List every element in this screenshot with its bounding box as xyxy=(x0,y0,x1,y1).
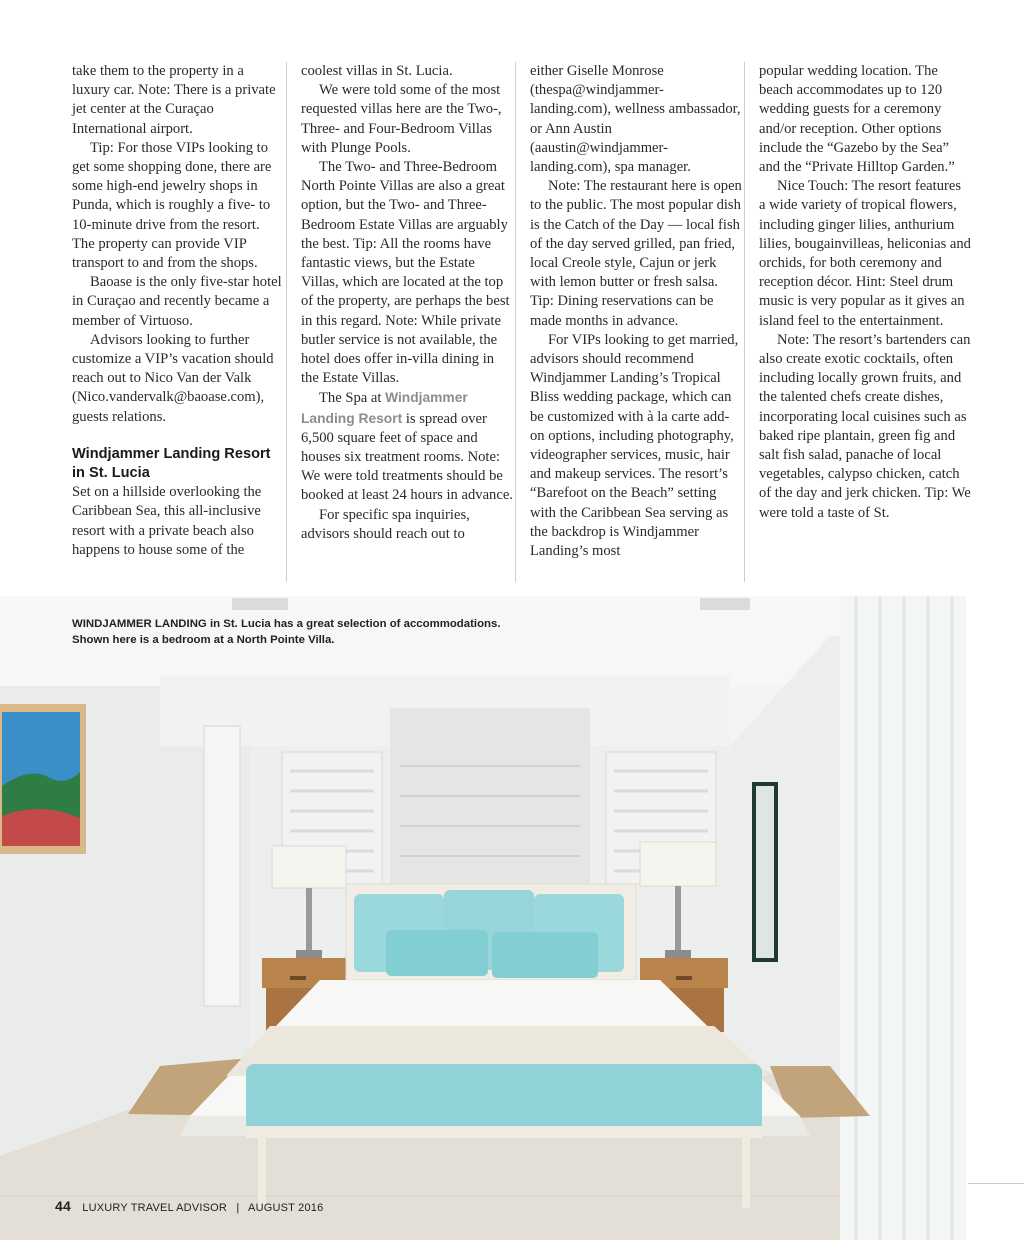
paragraph-lead: The Spa at xyxy=(319,390,386,407)
paragraph: Advisors looking to further customize a VIP’s vacation should reach out to Nico Van der Valk (Nico.vandervalk@baoase.com), guests relations. xyxy=(72,331,274,425)
article-column-1 xyxy=(72,62,284,560)
paragraph: take them to the property in a luxury car. Note: There is a private jet center at the Curaçao International airport. xyxy=(72,63,276,137)
caption-line: Shown here is a bedroom at a North Pointe Villa. xyxy=(72,634,335,646)
bedroom-photo xyxy=(0,596,966,1240)
section-heading: Windjammer Landing Resort in St. Lucia xyxy=(72,445,271,482)
article-column-2 xyxy=(301,62,513,544)
column-divider xyxy=(744,62,745,582)
article-column-4 xyxy=(759,62,971,523)
footer-separator: | xyxy=(236,1202,240,1214)
caption-line: WINDJAMMER LANDING in St. Lucia has a great selection of accommodations. xyxy=(72,618,501,630)
bedroom-illustration xyxy=(0,596,966,1240)
page-number: 44 xyxy=(55,1198,71,1214)
paragraph: For VIPs looking to get married, advisors should recommend Windjammer Landing’s Tropical Bliss wedding package, which can be customized with à la carte add-on options, including photography, videographer services, music, hair and makeup services. The resort’s “Barefoot on the Beach” setting with the Caribbean Sea serving as the backdrop is Windjammer Landing’s most xyxy=(530,331,739,560)
paragraph: Set on a hillside overlooking the Caribbean Sea, this all-inclusive resort with a private beach also happens to house some of the xyxy=(72,484,262,558)
article-column-3 xyxy=(530,62,742,561)
paragraph: Note: The resort’s bartenders can also create exotic cocktails, often including locally grown fruits, and the talented chefs create dishes, incorporating local cuisines such as baked ripe plantain, green fig and salt fish salad, panache of local vegetables, calypso chicken, catch of the day and jerk chicken. Tip: We were told a taste of St. xyxy=(759,331,971,521)
paragraph: For specific spa inquiries, advisors should reach out to xyxy=(301,506,470,542)
paragraph xyxy=(301,388,513,505)
column-divider xyxy=(286,62,287,582)
publication-name: LUXURY TRAVEL ADVISOR xyxy=(82,1202,228,1214)
paragraph: Nice Touch: The resort features a wide variety of tropical flowers, including ginger lilies, anthurium lilies, bougainvilleas, heliconias and orchids, for both ceremony and reception décor. Hint: Steel drum music is very popular as it gives an island feel to the entertainment. xyxy=(759,178,971,329)
column-divider xyxy=(515,62,516,582)
paragraph: The Two- and Three-Bedroom North Pointe Villas are also a great option, but the Two- and Three-Bedroom Estate Villas are arguably the best. Tip: All the rooms have fantastic views, but the Estate Villas, which are located at the top of the property, are perhaps the best in this regard. Note: While private butler service is not available, the hotel does offer in-villa dining in the Estate Villas. xyxy=(301,159,510,387)
highlighted-name: Windjammer Landing Resort xyxy=(301,390,468,426)
paragraph: popular wedding location. The beach accommodates up to 120 wedding guests for a ceremony and/or reception. Other options include the “Gazebo by the Sea” and the “Private Hilltop Garden.” xyxy=(759,63,955,176)
paragraph: We were told some of the most requested villas here are the Two-, Three- and Four-Bedroom Villas with Plunge Pools. xyxy=(301,82,502,156)
page-footer xyxy=(55,1198,323,1214)
paragraph: Note: The restaurant here is open to the public. The most popular dish is the Catch of the Day — local fish of the day served grilled, pan fried, local Creole style, Cajun or jerk with lemon butter or fresh salsa. Tip: Dining reservations can be made months in advance. xyxy=(530,178,742,329)
issue-date: AUGUST 2016 xyxy=(248,1202,324,1214)
paragraph: coolest villas in St. Lucia. xyxy=(301,63,453,79)
photo-caption xyxy=(72,616,592,648)
paragraph-rest: is spread over 6,500 square feet of space and houses six treatment rooms. Note: We were told treatments should be booked at least 24 hours in advance. xyxy=(301,410,513,504)
paragraph: either Giselle Monrose (thespa@windjammer-landing.com), wellness ambassador, or Ann Austin (aaustin@windjammer-landing.com), spa manager. xyxy=(530,63,741,176)
paragraph: Tip: For those VIPs looking to get some shopping done, there are some high-end jewelry shops in Punda, which is roughly a five- to 10-minute drive from the resort. The property can provide VIP transport to and from the shops. xyxy=(72,139,272,272)
page-edge-rule xyxy=(968,1183,1024,1184)
paragraph: Baoase is the only five-star hotel in Curaçao and recently became a member of Virtuoso. xyxy=(72,274,282,329)
